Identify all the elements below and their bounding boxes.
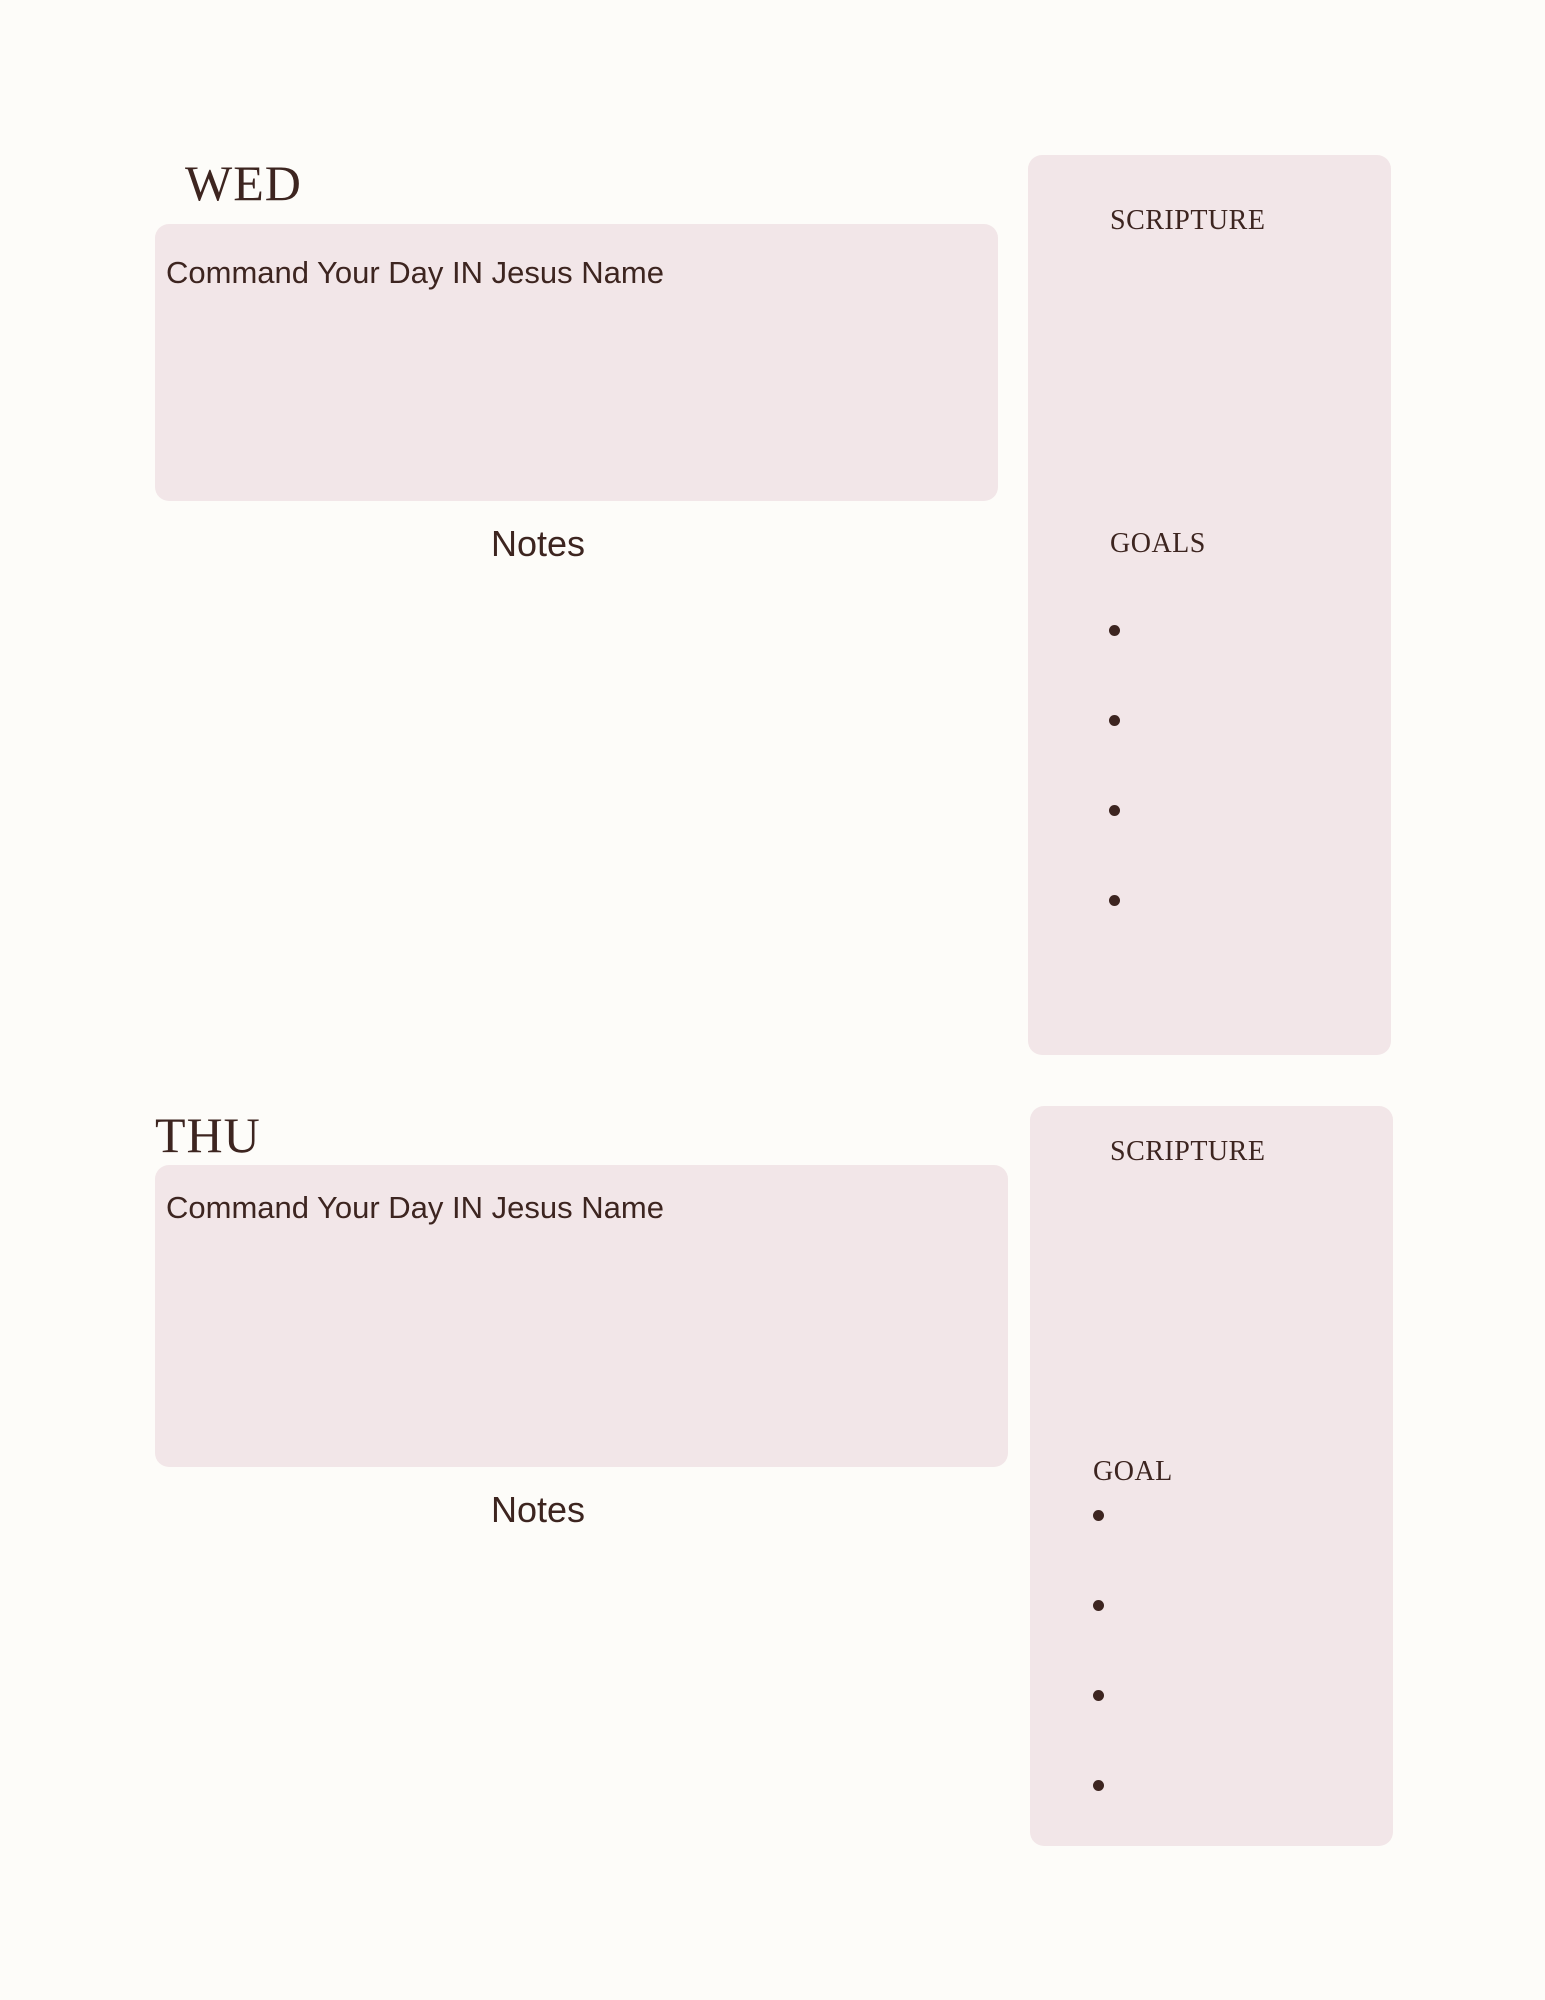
- sidebar-panel-thu: [1030, 1106, 1393, 1846]
- notes-label-thu: Notes: [490, 1489, 586, 1530]
- command-day-box-wed[interactable]: [155, 224, 998, 501]
- scripture-label: SCRIPTURE: [1110, 205, 1266, 236]
- day-title-wed: WED: [185, 155, 302, 211]
- goals-label: GOAL: [1093, 1456, 1173, 1487]
- goal-bullet: [1093, 1690, 1104, 1701]
- goal-bullet: [1109, 805, 1120, 816]
- notes-label-wed: Notes: [490, 523, 586, 564]
- goal-bullet: [1093, 1510, 1104, 1521]
- notes-area-wed[interactable]: [155, 580, 998, 1050]
- command-day-label: Command Your Day IN Jesus Name: [166, 255, 664, 290]
- goal-bullet: [1109, 715, 1120, 726]
- command-day-label: Command Your Day IN Jesus Name: [166, 1190, 664, 1225]
- goal-bullet: [1109, 625, 1120, 636]
- sidebar-panel-wed: [1028, 155, 1391, 1055]
- goal-bullet: [1109, 895, 1120, 906]
- goal-bullet: [1093, 1600, 1104, 1611]
- command-day-box-thu[interactable]: [155, 1165, 1008, 1467]
- goal-bullet: [1093, 1780, 1104, 1791]
- day-title-thu: THU: [155, 1107, 261, 1163]
- scripture-area[interactable]: [1058, 255, 1358, 555]
- goals-label: GOALS: [1110, 528, 1206, 559]
- notes-area-thu[interactable]: [155, 1545, 1008, 1845]
- scripture-label: SCRIPTURE: [1110, 1136, 1266, 1167]
